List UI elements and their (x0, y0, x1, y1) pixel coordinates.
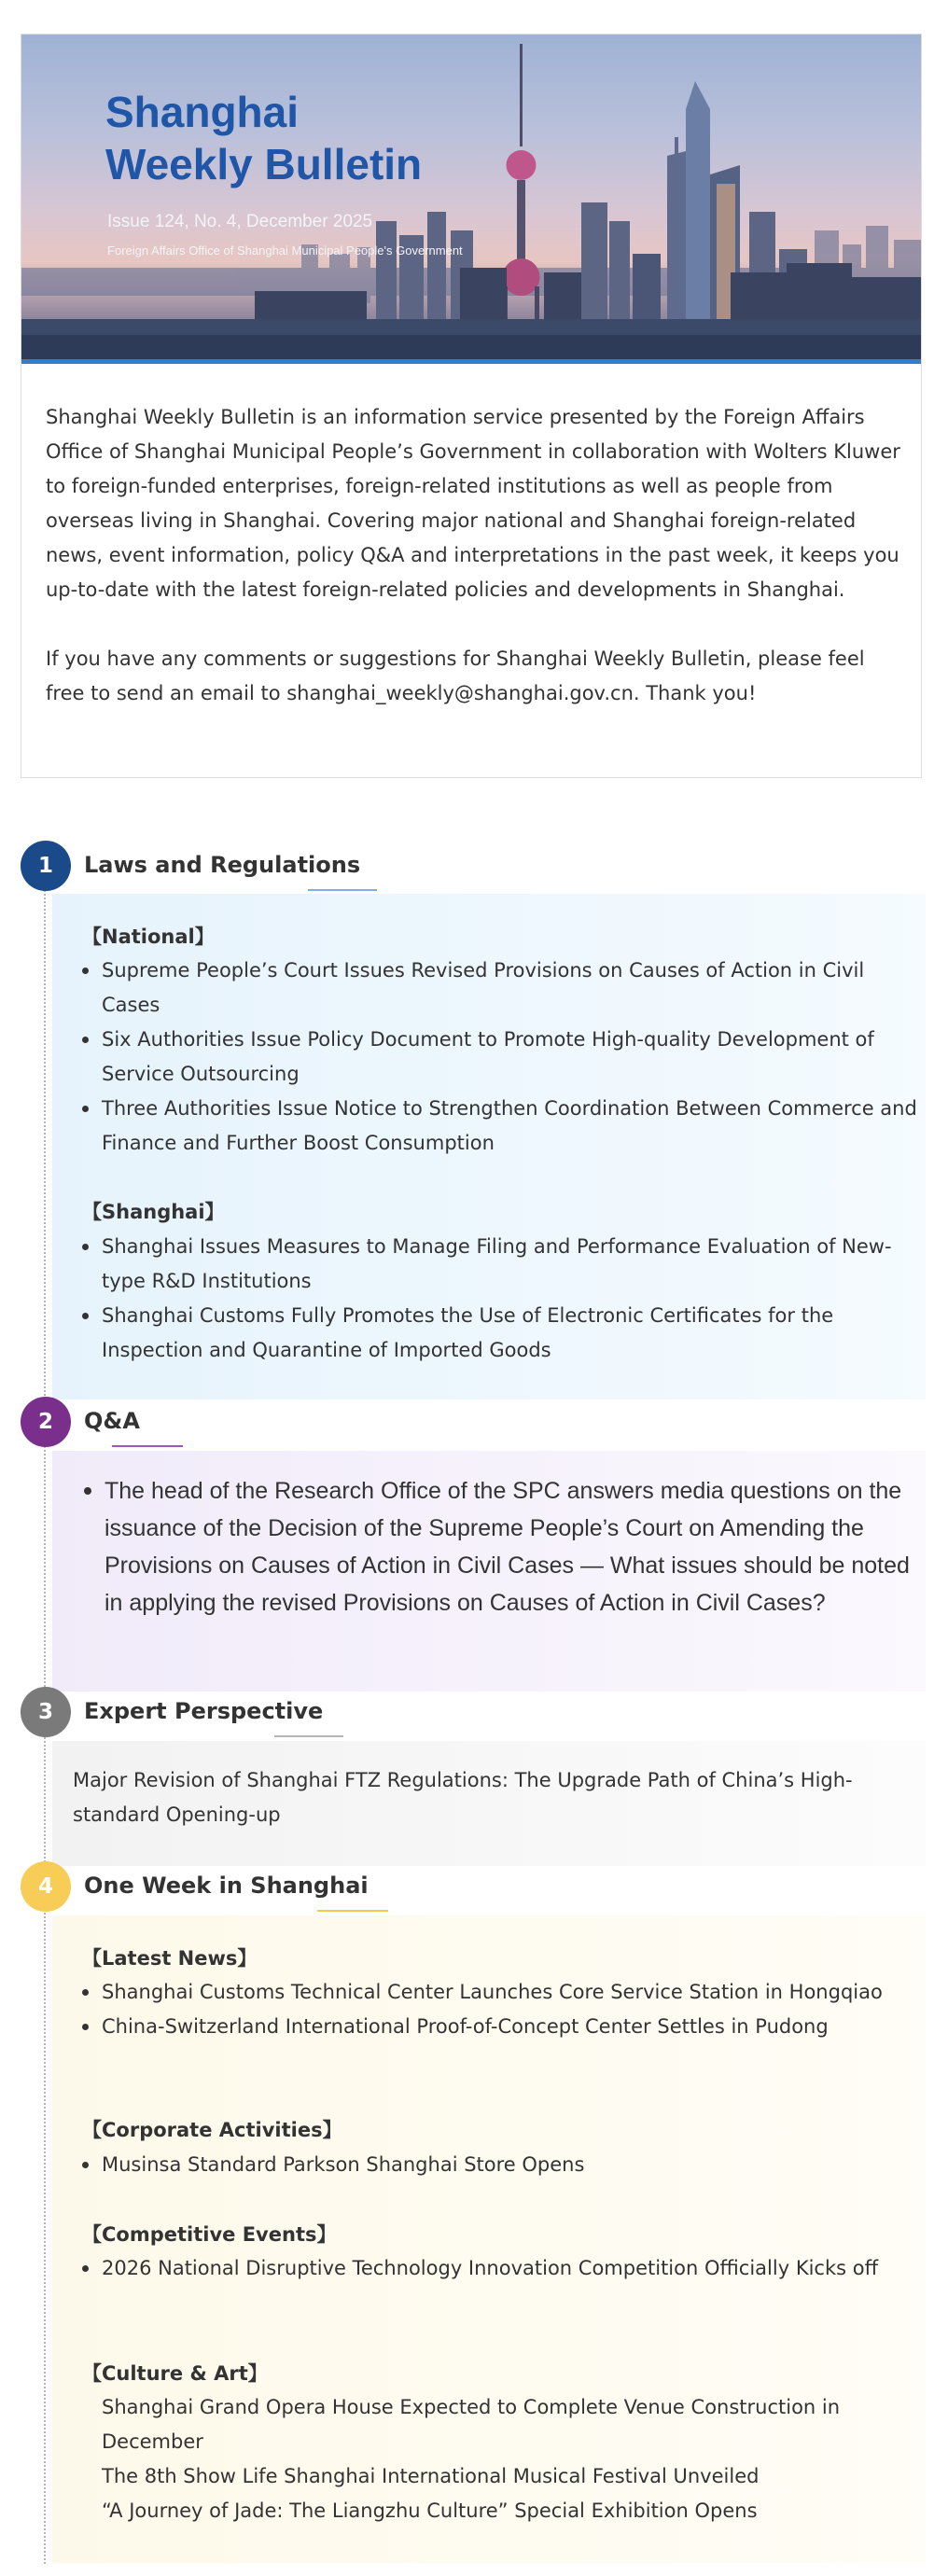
section-3-badge: 3 (21, 1687, 71, 1737)
group-shanghai-label: 【Shanghai】 (82, 1201, 225, 1223)
section-1-badge: 1 (21, 841, 71, 891)
skyline-illustration (21, 35, 921, 359)
culture-list (78, 2390, 918, 2528)
section-1-title: Laws and Regulations (84, 852, 361, 878)
competitive-list (78, 2251, 918, 2286)
list-item[interactable]: Shanghai Grand Opera House Expected to Complete Venue Construction in December (102, 2396, 841, 2453)
list-item[interactable]: Six Authorities Issue Policy Document to Promote High-quality Development of Service Outsourcing (78, 1023, 918, 1092)
national-list (78, 954, 918, 1161)
section-3-underline (274, 1735, 343, 1737)
section-1-underline (308, 889, 377, 891)
section-2-underline (112, 1445, 183, 1447)
banner-org: Foreign Affairs Office of Shanghai Municipal People's Government (107, 244, 463, 258)
list-item[interactable]: Supreme People’s Court Issues Revised Provisions on Causes of Action in Civil Cases (78, 954, 918, 1023)
section-2-badge: 2 (21, 1397, 71, 1447)
banner-title-line1: Shanghai (105, 88, 300, 136)
list-item[interactable]: “A Journey of Jade: The Liangzhu Culture” Special Exhibition Opens (102, 2499, 758, 2522)
list-item[interactable]: Shanghai Customs Technical Center Launches Core Service Station in Hongqiao (78, 1975, 918, 2010)
group-national-label: 【National】 (82, 926, 215, 948)
group-latest-label: 【Latest News】 (82, 1947, 258, 1970)
list-item[interactable]: Three Authorities Issue Notice to Strengthen Coordination Between Commerce and Finance and Further Boost Consumption (78, 1092, 918, 1161)
list-item[interactable]: The 8th Show Life Shanghai International Musical Festival Unveiled (102, 2465, 760, 2487)
section-4-badge: 4 (21, 1861, 71, 1912)
banner-accent-bar (21, 359, 921, 364)
group-corporate-label: 【Corporate Activities】 (82, 2119, 342, 2141)
banner-title-line2: Weekly Bulletin (105, 140, 423, 188)
contact-paragraph: If you have any comments or suggestions for Shanghai Weekly Bulletin, please feel free to send an email to shanghai_weekly@shanghai.gov.cn. Thank you! (46, 647, 865, 704)
banner-title (105, 86, 497, 190)
section-2-title: Q&A (84, 1408, 140, 1434)
section-3-title: Expert Perspective (84, 1698, 324, 1724)
list-item[interactable]: Musinsa Standard Parkson Shanghai Store Opens (78, 2148, 918, 2182)
banner-image (21, 35, 921, 359)
group-competitive-label: 【Competitive Events】 (82, 2223, 337, 2246)
list-item[interactable]: 2026 National Disruptive Technology Innovation Competition Officially Kicks off (78, 2251, 918, 2286)
expert-article-link[interactable]: Major Revision of Shanghai FTZ Regulations: The Upgrade Path of China’s High-standard Opening-up (73, 1769, 853, 1826)
section-4-title: One Week in Shanghai (84, 1873, 369, 1899)
section-4-underline (317, 1910, 388, 1912)
bulletin-intro-card (21, 34, 922, 778)
list-item[interactable]: Shanghai Issues Measures to Manage Filing and Performance Evaluation of New-type R&D Institutions (78, 1230, 918, 1299)
group-culture-label: 【Culture & Art】 (82, 2362, 268, 2385)
shanghai-list (78, 1230, 918, 1368)
list-item[interactable]: Shanghai Customs Fully Promotes the Use of Electronic Certificates for the Inspection and Quarantine of Imported Goods (78, 1299, 918, 1368)
banner-issue: Issue 124, No. 4, December 2025 (107, 212, 373, 231)
qa-list (80, 1472, 920, 1622)
qa-item[interactable]: The head of the Research Office of the SPC answers media questions on the issuance of the Decision of the Supreme People’s Court on Amending the Provisions on Causes of Action in Civil Cases — What issues should be noted in applying the revised Provisions on Causes of Action in Civil Cases? (80, 1472, 920, 1622)
corporate-list (78, 2148, 918, 2182)
intro-text (46, 400, 904, 711)
latest-news-list (78, 1975, 918, 2044)
list-item[interactable]: China-Switzerland International Proof-of-Concept Center Settles in Pudong (78, 2010, 918, 2044)
intro-paragraph: Shanghai Weekly Bulletin is an information service presented by the Foreign Affairs Office of Shanghai Municipal People’s Government in collaboration with Wolters Kluwer to foreign-funded enterprises, foreign-related institutions as well as people from overseas living in Shanghai. Covering major national and Shanghai foreign-related news, event information, policy Q&A and interpretations in the past week, it keeps you up-to-date with the latest foreign-related policies and developments in Shanghai. (46, 406, 900, 601)
tower (503, 44, 540, 324)
